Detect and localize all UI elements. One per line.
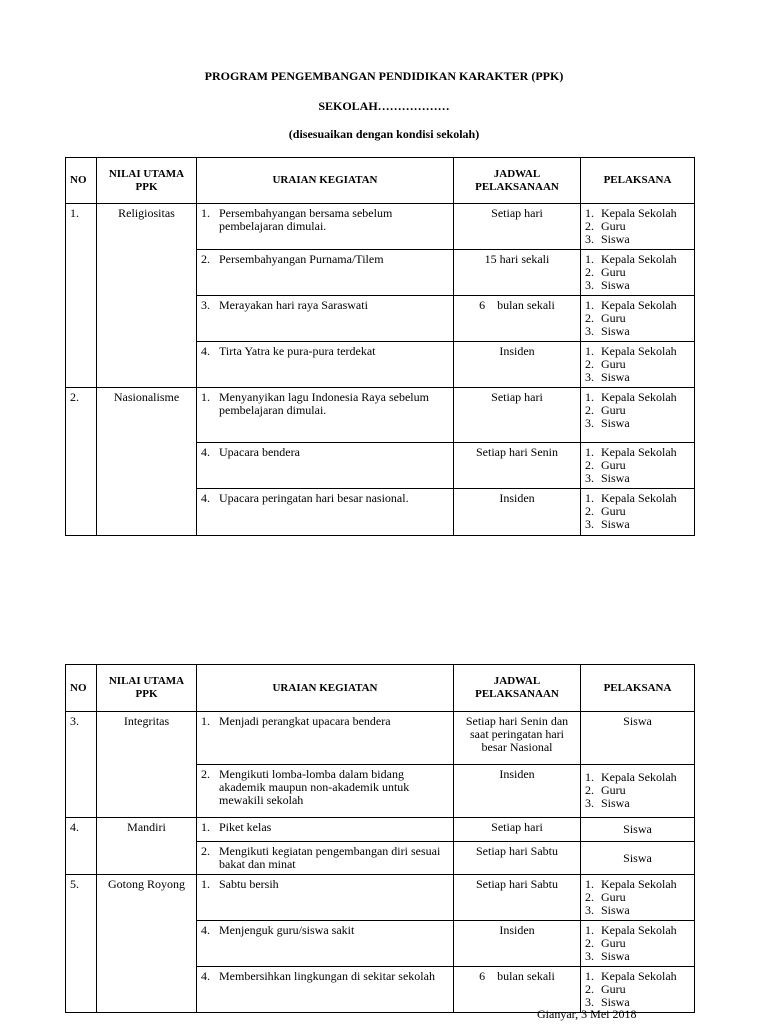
executor-number: 2. (585, 458, 594, 472)
schedule: Setiap hari (454, 204, 581, 250)
executor-list (581, 765, 695, 818)
activity-number: 1. (201, 877, 210, 891)
empty-cell (97, 443, 197, 489)
executor-list (581, 342, 695, 388)
executor: Siswa (581, 712, 695, 765)
table-row (66, 818, 695, 842)
executor-name: Kepala Sekolah (601, 206, 677, 220)
header-nilai: NILAI UTAMA PPK (97, 665, 197, 712)
activity-text: Upacara peringatan hari besar nasional. (219, 491, 409, 505)
row-no: 3. (66, 712, 97, 765)
executor-number: 3. (585, 232, 594, 246)
executor-number: 3. (585, 949, 594, 963)
executor-name: Siswa (601, 278, 630, 292)
schedule: 15 hari sekali (454, 250, 581, 296)
empty-cell (66, 489, 97, 536)
executor-number: 2. (585, 783, 594, 797)
empty-cell (97, 967, 197, 1013)
executor-number: 2. (585, 982, 594, 996)
executor-name: Siswa (601, 517, 630, 531)
executor-list (581, 489, 695, 536)
executor-number: 2. (585, 311, 594, 325)
empty-cell (97, 296, 197, 342)
empty-cell (66, 250, 97, 296)
empty-cell (97, 765, 197, 818)
executor-number: 1. (585, 344, 594, 358)
header-nilai: NILAI UTAMA PPK (97, 158, 197, 204)
executor-name: Kepala Sekolah (601, 252, 677, 266)
executor-name: Guru (601, 357, 626, 371)
schedule: Setiap hari (454, 388, 581, 443)
schedule: Insiden (454, 489, 581, 536)
executor-number: 2. (585, 403, 594, 417)
executor-number: 2. (585, 265, 594, 279)
schedule: 6 bulan sekali (454, 296, 581, 342)
activity (197, 489, 454, 536)
executor-name: Siswa (601, 232, 630, 246)
empty-cell (66, 765, 97, 818)
executor-name: Guru (601, 982, 626, 996)
table-row (66, 296, 695, 342)
activity-text: Sabtu bersih (219, 877, 279, 891)
activity-number: 4. (201, 969, 210, 983)
activity-number: 2. (201, 252, 210, 266)
activity-number: 4. (201, 344, 210, 358)
empty-cell (66, 842, 97, 875)
activity (197, 250, 454, 296)
activity (197, 342, 454, 388)
executor-name: Guru (601, 265, 626, 279)
header-uraian: URAIAN KEGIATAN (197, 665, 454, 712)
executor-number: 1. (585, 969, 594, 983)
activity-text: Persembahyangan Purnama/Tilem (219, 252, 384, 266)
table-row (66, 765, 695, 818)
executor-list (581, 388, 695, 443)
executor-list (581, 250, 695, 296)
schedule: Insiden (454, 342, 581, 388)
executor-name: Siswa (601, 995, 630, 1009)
executor-number: 3. (585, 471, 594, 485)
activity-text: Piket kelas (219, 820, 272, 834)
activity-number: 3. (201, 298, 210, 312)
executor-number: 3. (585, 370, 594, 384)
activity (197, 967, 454, 1013)
table-row (66, 967, 695, 1013)
executor-number: 3. (585, 324, 594, 338)
header-pelaksana: PELAKSANA (581, 665, 695, 712)
activity (197, 388, 454, 443)
activity (197, 921, 454, 967)
activity-text: Menjenguk guru/siswa sakit (219, 923, 355, 937)
activity-number: 2. (201, 844, 210, 858)
table-row (66, 342, 695, 388)
place-date: Gianyar, 3 Mei 2018 (537, 1007, 637, 1021)
header-pelaksana: PELAKSANA (581, 158, 695, 204)
table-row (66, 921, 695, 967)
table-header-row (66, 158, 695, 204)
executor-list (581, 296, 695, 342)
executor-name: Kepala Sekolah (601, 445, 677, 459)
activity (197, 875, 454, 921)
executor-list (581, 921, 695, 967)
empty-cell (97, 250, 197, 296)
executor-name: Guru (601, 504, 626, 518)
header-no: NO (66, 158, 97, 204)
activity-text: Membersihkan lingkungan di sekitar sekolah (219, 969, 435, 983)
executor-number: 3. (585, 995, 594, 1009)
executor-name: Siswa (601, 471, 630, 485)
activity (197, 842, 454, 875)
row-no: 5. (66, 875, 97, 921)
executor-number: 1. (585, 770, 594, 784)
schedule: Setiap hari Senin dan saat peringatan hari besar Nasional (454, 712, 581, 765)
executor-list (581, 443, 695, 489)
executor-name: Guru (601, 311, 626, 325)
executor-number: 2. (585, 936, 594, 950)
empty-cell (97, 342, 197, 388)
empty-cell (66, 443, 97, 489)
activity-number: 1. (201, 714, 210, 728)
executor-number: 1. (585, 206, 594, 220)
activity-text: Mengikuti kegiatan pengembangan diri sesuai bakat dan minat (219, 844, 441, 871)
executor-name: Kepala Sekolah (601, 390, 677, 404)
executor-number: 3. (585, 796, 594, 810)
table-row (66, 388, 695, 443)
executor-name: Guru (601, 936, 626, 950)
executor-name: Kepala Sekolah (601, 298, 677, 312)
document-title: PROGRAM PENGEMBANGAN PENDIDIKAN KARAKTER (PPK) (204, 69, 564, 83)
executor-name: Guru (601, 403, 626, 417)
school-name: SEKOLAH……………… (318, 99, 450, 113)
activity-text: Mengikuti lomba-lomba dalam bidang akademik maupun non-akademik untuk mewakili sekolah (219, 767, 410, 807)
activity-text: Upacara bendera (219, 445, 300, 459)
table-row (66, 842, 695, 875)
activity (197, 204, 454, 250)
executor: Siswa (581, 818, 695, 842)
activity (197, 765, 454, 818)
executor-name: Kepala Sekolah (601, 923, 677, 937)
table-header-row (66, 665, 695, 712)
executor: Siswa (581, 842, 695, 875)
executor-name: Kepala Sekolah (601, 969, 677, 983)
activity-text: Menyanyikan lagu Indonesia Raya sebelum pembelajaran dimulai. (219, 390, 429, 417)
executor-number: 2. (585, 357, 594, 371)
executor-number: 2. (585, 890, 594, 904)
executor-number: 3. (585, 278, 594, 292)
activity-text: Menjadi perangkat upacara bendera (219, 714, 391, 728)
row-nilai: Religiositas (97, 204, 197, 250)
activity (197, 712, 454, 765)
schedule: Setiap hari Sabtu (454, 875, 581, 921)
empty-cell (66, 296, 97, 342)
table-row (66, 489, 695, 536)
executor-number: 1. (585, 390, 594, 404)
activity-number: 1. (201, 820, 210, 834)
activity (197, 818, 454, 842)
empty-cell (66, 921, 97, 967)
executor-name: Siswa (601, 796, 630, 810)
executor-name: Siswa (601, 324, 630, 338)
header-jadwal: JADWAL PELAKSANAAN (454, 158, 581, 204)
row-no: 1. (66, 204, 97, 250)
activity (197, 296, 454, 342)
executor-number: 1. (585, 445, 594, 459)
row-nilai: Integritas (97, 712, 197, 765)
header-uraian: URAIAN KEGIATAN (197, 158, 454, 204)
activity-number: 2. (201, 767, 210, 781)
executor-name: Kepala Sekolah (601, 491, 677, 505)
executor-list (581, 967, 695, 1013)
activity-number: 4. (201, 923, 210, 937)
empty-cell (66, 342, 97, 388)
schedule: Setiap hari Sabtu (454, 842, 581, 875)
empty-cell (97, 921, 197, 967)
schedule: Setiap hari (454, 818, 581, 842)
executor-name: Kepala Sekolah (601, 770, 677, 784)
executor-name: Guru (601, 458, 626, 472)
ppk-table-1 (65, 157, 695, 536)
executor-number: 2. (585, 504, 594, 518)
activity-number: 1. (201, 390, 210, 404)
executor-name: Siswa (601, 903, 630, 917)
activity (197, 443, 454, 489)
executor-name: Siswa (601, 370, 630, 384)
empty-cell (97, 842, 197, 875)
executor-number: 1. (585, 252, 594, 266)
activity-number: 4. (201, 445, 210, 459)
activity-text: Tirta Yatra ke pura-pura terdekat (219, 344, 376, 358)
executor-number: 3. (585, 517, 594, 531)
row-no: 2. (66, 388, 97, 443)
executor-number: 3. (585, 903, 594, 917)
executor-list (581, 204, 695, 250)
activity-text: Merayakan hari raya Saraswati (219, 298, 368, 312)
executor-number: 2. (585, 219, 594, 233)
executor-name: Kepala Sekolah (601, 877, 677, 891)
document-subtitle: (disesuaikan dengan kondisi sekolah) (288, 127, 480, 141)
table-row (66, 712, 695, 765)
row-nilai: Mandiri (97, 818, 197, 842)
executor-number: 1. (585, 298, 594, 312)
executor-name: Siswa (601, 416, 630, 430)
schedule: 6 bulan sekali (454, 967, 581, 1013)
schedule: Insiden (454, 765, 581, 818)
executor-list (581, 875, 695, 921)
table-row (66, 250, 695, 296)
executor-name: Kepala Sekolah (601, 344, 677, 358)
row-nilai: Gotong Royong (97, 875, 197, 921)
table-row (66, 875, 695, 921)
table-row (66, 204, 695, 250)
empty-cell (97, 489, 197, 536)
table-row (66, 443, 695, 489)
empty-cell (66, 967, 97, 1013)
executor-name: Guru (601, 890, 626, 904)
executor-name: Guru (601, 219, 626, 233)
schedule: Setiap hari Senin (454, 443, 581, 489)
activity-text: Persembahyangan bersama sebelum pembelajaran dimulai. (219, 206, 393, 233)
row-no: 4. (66, 818, 97, 842)
executor-number: 3. (585, 416, 594, 430)
activity-number: 4. (201, 491, 210, 505)
row-nilai: Nasionalisme (97, 388, 197, 443)
ppk-table-2 (65, 664, 695, 1013)
header-jadwal: JADWAL PELAKSANAAN (454, 665, 581, 712)
executor-number: 1. (585, 491, 594, 505)
schedule: Insiden (454, 921, 581, 967)
header-no: NO (66, 665, 97, 712)
executor-number: 1. (585, 923, 594, 937)
executor-number: 1. (585, 877, 594, 891)
executor-name: Siswa (601, 949, 630, 963)
executor-name: Guru (601, 783, 626, 797)
activity-number: 1. (201, 206, 210, 220)
